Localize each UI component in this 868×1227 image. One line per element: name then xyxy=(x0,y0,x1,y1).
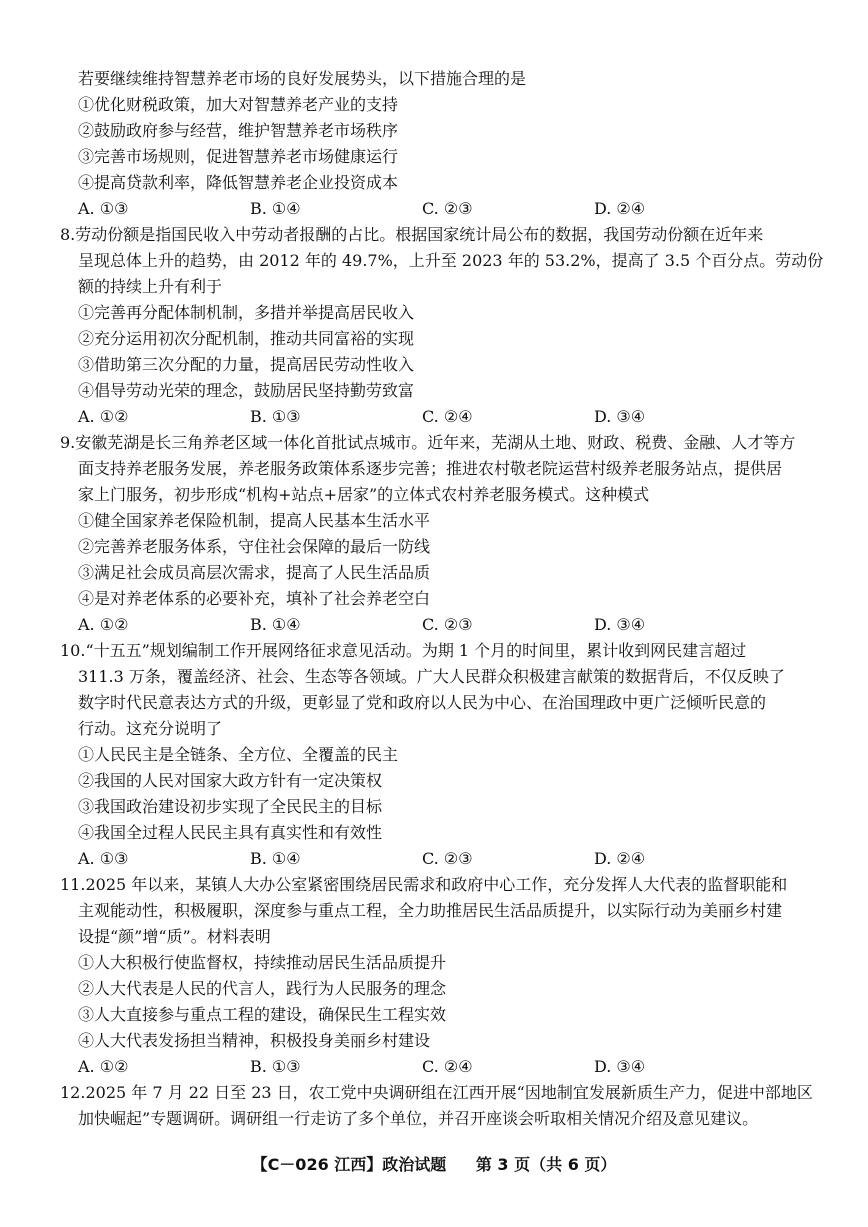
choice-d: D. ③④ xyxy=(594,1057,646,1076)
question-stem-line: 主观能动性，积极履职，深度参与重点工程，全力助推居民生活品质提升，以实际行动为美丽乡村建 xyxy=(78,901,783,920)
question-10 xyxy=(60,638,838,872)
answer-choices xyxy=(60,196,838,222)
option-1: ①优化财税政策，加大对智慧养老产业的支持 xyxy=(78,95,399,114)
question-stem-line: 家上门服务，初步形成“机构+站点+居家”的立体式农村养老服务模式。这种模式 xyxy=(78,485,650,504)
question-stem-line: 2025 年 7 月 22 日至 23 日，农工党中央调研组在江西开展“因地制宜发展新质生产力，促进中部地区 xyxy=(85,1083,813,1102)
question-12 xyxy=(60,1080,838,1132)
option-4: ④我国全过程人民民主具有真实性和有效性 xyxy=(78,823,383,842)
question-stem-line: 若要继续维持智慧养老市场的良好发展势头，以下措施合理的是 xyxy=(78,69,527,88)
question-number: 11. xyxy=(60,875,86,894)
page-footer xyxy=(0,1152,868,1175)
choice-d: D. ③④ xyxy=(594,615,646,634)
option-3: ③满足社会成员高层次需求，提高了人民生活品质 xyxy=(78,563,431,582)
choice-c: C. ②③ xyxy=(422,849,473,868)
question-stem-line: 311.3 万条，覆盖经济、社会、生态等各领域。广大人民群众积极建言献策的数据背后，不仅反映了 xyxy=(78,667,785,686)
choice-b: B. ①③ xyxy=(250,1057,301,1076)
question-stem-line: “十五五”规划编制工作开展网络征求意见活动。为期 1 个月的时间里，累计收到网民建言超过 xyxy=(85,641,747,660)
choice-c: C. ②④ xyxy=(422,1057,473,1076)
answer-choices xyxy=(60,1054,838,1080)
question-stem-line: 2025 年以来，某镇人大办公室紧密围绕居民需求和政府中心工作，充分发挥人大代表的监督职能和 xyxy=(85,875,788,894)
option-3: ③人大直接参与重点工程的建设，确保民生工程实效 xyxy=(78,1005,447,1024)
option-1: ①人民民主是全链条、全方位、全覆盖的民主 xyxy=(78,745,399,764)
answer-choices xyxy=(60,846,838,872)
answer-choices xyxy=(60,404,838,430)
option-4: ④提高贷款利率，降低智慧养老企业投资成本 xyxy=(78,173,399,192)
question-number: 9. xyxy=(60,433,76,452)
question-stem-line: 行动。这充分说明了 xyxy=(78,719,223,738)
option-2: ②充分运用初次分配机制，推动共同富裕的实现 xyxy=(78,329,415,348)
question-stem-line: 加快崛起”专题调研。调研组一行走访了多个单位，并召开座谈会听取相关情况介绍及意见建议。 xyxy=(78,1109,759,1128)
choice-a: A. ①② xyxy=(78,1057,129,1076)
choice-c: C. ②③ xyxy=(422,615,473,634)
option-1: ①完善再分配体制机制，多措并举提高居民收入 xyxy=(78,303,415,322)
exam-code: 【C－026 江西】政治试题 xyxy=(251,1155,447,1174)
option-2: ②鼓励政府参与经营，维护智慧养老市场秩序 xyxy=(78,121,399,140)
choice-a: A. ①② xyxy=(78,407,129,426)
question-9 xyxy=(60,430,838,638)
option-3: ③借助第三次分配的力量，提高居民劳动性收入 xyxy=(78,355,415,374)
choice-a: A. ①③ xyxy=(78,849,129,868)
option-4: ④是对养老体系的必要补充，填补了社会养老空白 xyxy=(78,589,431,608)
choice-b: B. ①④ xyxy=(250,849,301,868)
question-stem-line: 劳动份额是指国民收入中劳动者报酬的占比。根据国家统计局公布的数据，我国劳动份额在近年来 xyxy=(75,225,764,244)
question-11 xyxy=(60,872,838,1080)
question-stem-line: 额的持续上升有利于 xyxy=(78,277,223,296)
question-stem-line: 面支持养老服务发展，养老服务政策体系逐步完善；推进农村敬老院运营村级养老服务站点，提供居 xyxy=(78,459,783,478)
option-2: ②我国的人民对国家大政方针有一定决策权 xyxy=(78,771,383,790)
choice-d: D. ②④ xyxy=(594,199,646,218)
question-stem-line: 设提“颜”增“质”。材料表明 xyxy=(78,927,271,946)
question-7 xyxy=(60,66,838,222)
answer-choices xyxy=(60,612,838,638)
question-stem-line: 安徽芜湖是长三角养老区域一体化首批试点城市。近年来，芜湖从土地、财政、税费、金融、人才等方 xyxy=(75,433,796,452)
choice-c: C. ②④ xyxy=(422,407,473,426)
choice-d: D. ③④ xyxy=(594,407,646,426)
choice-a: A. ①③ xyxy=(78,199,129,218)
question-stem-line: 呈现总体上升的趋势，由 2012 年的 49.7%，上升至 2023 年的 53.2%，提高了 3.5 个百分点。劳动份 xyxy=(78,251,824,270)
choice-d: D. ②④ xyxy=(594,849,646,868)
question-number: 8. xyxy=(60,225,76,244)
question-8 xyxy=(60,222,838,430)
page-number: 第 3 页（共 6 页） xyxy=(475,1155,617,1174)
option-1: ①健全国家养老保险机制，提高人民基本生活水平 xyxy=(78,511,431,530)
question-number: 10. xyxy=(60,641,86,660)
option-2: ②人大代表是人民的代言人，践行为人民服务的理念 xyxy=(78,979,447,998)
option-3: ③完善市场规则，促进智慧养老市场健康运行 xyxy=(78,147,399,166)
question-stem-line: 数字时代民意表达方式的升级，更彰显了党和政府以人民为中心、在治国理政中更广泛倾听民意的 xyxy=(78,693,767,712)
question-number: 12. xyxy=(60,1083,86,1102)
option-3: ③我国政治建设初步实现了全民民主的目标 xyxy=(78,797,383,816)
option-4: ④倡导劳动光荣的理念，鼓励居民坚持勤劳致富 xyxy=(78,381,415,400)
choice-a: A. ①② xyxy=(78,615,129,634)
choice-c: C. ②③ xyxy=(422,199,473,218)
option-1: ①人大积极行使监督权，持续推动居民生活品质提升 xyxy=(78,953,447,972)
option-2: ②完善养老服务体系，守住社会保障的最后一防线 xyxy=(78,537,431,556)
choice-b: B. ①④ xyxy=(250,199,301,218)
option-4: ④人大代表发扬担当精神，积极投身美丽乡村建设 xyxy=(78,1031,431,1050)
choice-b: B. ①③ xyxy=(250,407,301,426)
choice-b: B. ①④ xyxy=(250,615,301,634)
